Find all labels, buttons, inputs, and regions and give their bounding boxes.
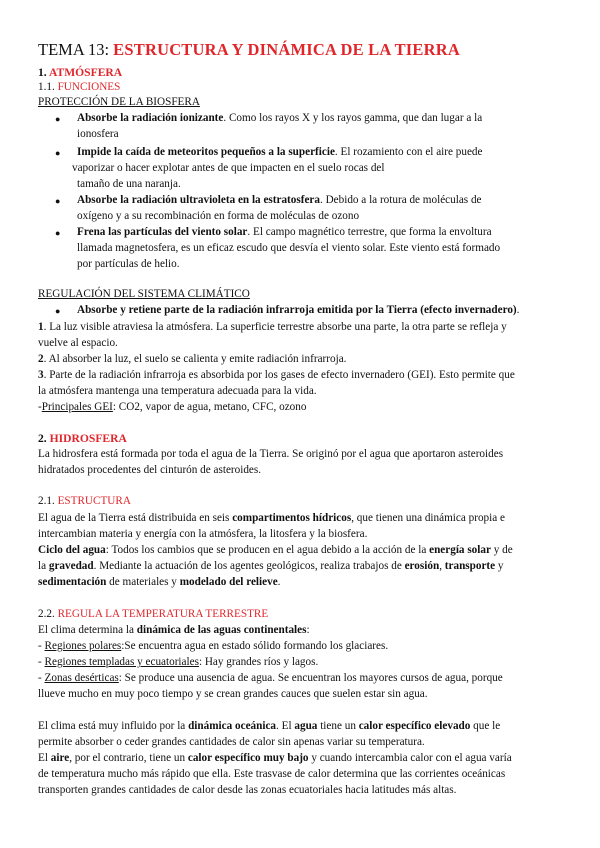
subsection-2-1-name: ESTRUCTURA <box>57 495 131 507</box>
paragraph-2-number: 2 <box>38 353 44 365</box>
bold-run: dinámica de las aguas continentales <box>136 624 307 636</box>
paragraph-2 <box>38 351 588 369</box>
gei-dash: - <box>38 401 42 413</box>
bullet-icon: ● <box>55 114 61 124</box>
bullet-5-bold: Absorbe y retiene parte de la radiación infrarroja emitida por la Tierra (efecto invernadero) <box>77 304 517 316</box>
bullet-2-cont-1: vaporizar o hacer explotar antes de que impacten en el suelo rocas del <box>72 162 385 174</box>
bullet-1 <box>77 110 588 128</box>
text-run: y <box>495 560 504 572</box>
paragraph-1-text: . La luz visible atraviesa la atmósfera. La superficie terrestre absorbe una parte, la otra parte se refleja y <box>43 321 507 333</box>
bullet-2-bold: Impide la caída de meteoritos pequeños a la superficie <box>77 146 335 158</box>
bullet-1-cont: ionosfera <box>77 128 119 140</box>
title-main: ESTRUCTURA Y DINÁMICA DE LA TIERRA <box>113 40 460 59</box>
underlined-run: Zonas desérticas <box>44 672 119 684</box>
text-run: la <box>38 560 49 572</box>
bullet-2-text: . El rozamiento con el aire puede <box>334 146 483 158</box>
bullet-icon: ● <box>55 196 61 206</box>
bold-run: modelado del relieve <box>179 576 278 588</box>
text-run: . <box>277 576 281 588</box>
ocean-line-1 <box>38 718 588 736</box>
bullet-3 <box>77 192 588 210</box>
structure-line-5 <box>38 574 588 592</box>
text-run: El clima determina la <box>38 624 137 636</box>
structure-line-2: intercambian materia y energía con la atmósfera, la litosfera y la biosfera. <box>38 528 368 540</box>
subsection-2-2-name: REGULA LA TEMPERATURA TERRESTRE <box>57 608 269 620</box>
structure-line-3 <box>38 542 588 560</box>
text-run: de materiales y <box>106 576 180 588</box>
text-run: El agua de la Tierra está distribuida en seis <box>38 512 233 524</box>
text-run: El <box>38 752 51 764</box>
bullet-icon: ● <box>55 148 61 158</box>
bullet-3-cont: oxígeno y a su recombinación en forma de moléculas de ozono <box>77 210 360 222</box>
section-2-heading <box>38 430 588 448</box>
polar-regions-line <box>38 638 588 656</box>
bold-run: Ciclo del agua <box>38 544 106 556</box>
text-run: , por el contrario, tiene un <box>69 752 188 764</box>
gei-text: : CO2, vapor de agua, metano, CFC, ozono <box>112 401 307 413</box>
bold-run: compartimentos hídricos <box>232 512 352 524</box>
structure-line-1 <box>38 510 588 528</box>
title-prefix: TEMA 13: <box>38 40 114 59</box>
text-run: : Se produce una ausencia de agua. Se encuentran los mayores cursos de agua, porque <box>118 672 503 684</box>
bullet-4-text: . El campo magnético terrestre, que forma la envoltura <box>247 226 492 238</box>
text-run: . Mediante la actuación de los agentes geológicos, realiza trabajos de <box>93 560 405 572</box>
text-run: , <box>439 560 445 572</box>
ocean-line-5: transporten grandes cantidades de calor desde las zonas ecuatoriales hacia latitudes más altas. <box>38 784 457 796</box>
hydro-intro-2: hidratados procedentes del cinturón de asteroides. <box>38 464 262 476</box>
section-2-number: 2. <box>38 432 50 445</box>
bold-run: calor específico muy bajo <box>187 752 309 764</box>
bullet-icon: ● <box>55 228 61 238</box>
text-run: :Se encuentra agua en estado sólido formando los glaciares. <box>121 640 389 652</box>
ocean-line-3 <box>38 750 588 768</box>
temperature-line-1 <box>38 622 588 640</box>
paragraph-1-cont: vuelve al espacio. <box>38 337 118 349</box>
section-1-name: ATMÓSFERA <box>48 66 123 79</box>
bold-run: aire <box>50 752 70 764</box>
subsection-2-2-heading <box>38 606 588 624</box>
bold-run: transporte <box>444 560 496 572</box>
text-run: : Hay grandes ríos y lagos. <box>198 656 319 668</box>
bullet-5-text: . <box>516 304 520 316</box>
structure-line-4 <box>38 558 588 576</box>
section-1-number: 1. <box>38 66 49 79</box>
text-run: . El <box>276 720 295 732</box>
bullet-3-bold: Absorbe la radiación ultravioleta en la estratosfera <box>77 194 320 206</box>
bullet-4 <box>77 224 588 242</box>
page-title <box>38 40 588 60</box>
paragraph-3-cont: la atmósfera mantenga una temperatura adecuada para la vida. <box>38 385 317 397</box>
subsection-2-1-number: 2.1. <box>38 495 58 507</box>
gei-label: Principales GEI <box>41 401 113 413</box>
bullet-3-text: . Debido a la rotura de moléculas de <box>319 194 482 206</box>
paragraph-1-number: 1 <box>38 321 44 333</box>
subsection-2-1-heading <box>38 493 588 511</box>
hydro-intro-1: La hidrosfera está formada por toda el agua de la Tierra. Se originó por el agua que aportaron asteroides <box>38 448 504 460</box>
subsection-1-1-name: FUNCIONES <box>57 81 121 93</box>
subsection-2-2-number: 2.2. <box>38 608 58 620</box>
text-run: : <box>306 624 310 636</box>
text-run: , que tienen una dinámica propia e <box>351 512 505 524</box>
text-run: que le <box>470 720 501 732</box>
paragraph-3 <box>38 367 588 385</box>
climate-heading: REGULACIÓN DEL SISTEMA CLIMÁTICO <box>38 288 250 300</box>
bold-run: gravedad <box>48 560 94 572</box>
paragraph-2-text: . Al absorber la luz, el suelo se calienta y emite radiación infrarroja. <box>43 353 347 365</box>
paragraph-3-number: 3 <box>38 369 44 381</box>
text-run: y cuando intercambia calor con el agua varía <box>308 752 512 764</box>
temperate-regions-line <box>38 654 588 672</box>
paragraph-1 <box>38 319 588 337</box>
text-run: El clima está muy influido por la <box>38 720 189 732</box>
text-run: - <box>38 672 45 684</box>
text-run: tiene un <box>317 720 359 732</box>
paragraph-3-text: . Parte de la radiación infrarroja es absorbida por los gases de efecto invernadero (GEI). Esto permite que <box>43 369 515 381</box>
section-2-name: HIDROSFERA <box>49 432 127 445</box>
ocean-line-4: de temperatura mucho más rápido que ella. Este trasvase de calor determina que las corrientes oceánicas <box>38 768 506 780</box>
text-run: - <box>38 640 45 652</box>
underlined-run: Regiones polares <box>44 640 122 652</box>
bullet-icon: ● <box>55 306 61 316</box>
bullet-2-cont-2: tamaño de una naranja. <box>77 178 181 190</box>
bold-run: calor específico elevado <box>358 720 471 732</box>
ocean-line-2: permite absorber o ceder grandes cantidades de calor sin apenas variar su temperatura. <box>38 736 425 748</box>
text-run: - <box>38 656 45 668</box>
desert-zones-cont: llueve mucho en muy poco tiempo y se crean grandes cauces que suelen estar sin agua. <box>38 688 428 700</box>
bullet-4-cont-1: llamada magnetosfera, es un eficaz escudo que desvía el viento solar. Este viento está formado <box>77 242 501 254</box>
bullet-2 <box>77 144 588 162</box>
bullet-1-bold: Absorbe la radiación ionizante <box>77 112 224 124</box>
gei-line <box>38 399 588 417</box>
bold-run: dinámica oceánica <box>188 720 277 732</box>
bold-run: agua <box>294 720 318 732</box>
desert-zones-line <box>38 670 588 688</box>
bold-run: energía solar <box>429 544 491 556</box>
subsection-1-1-number: 1.1. <box>38 81 58 93</box>
protection-heading: PROTECCIÓN DE LA BIOSFERA <box>38 96 200 108</box>
text-run: : Todos los cambios que se producen en el agua debido a la acción de la <box>105 544 430 556</box>
bullet-5 <box>77 302 588 320</box>
bullet-4-cont-2: por partículas de helio. <box>77 258 180 270</box>
bullet-1-text: . Como los rayos X y los rayos gamma, que dan lugar a la <box>223 112 483 124</box>
bold-run: erosión <box>404 560 440 572</box>
bold-run: sedimentación <box>38 576 107 588</box>
text-run: y de <box>490 544 513 556</box>
bullet-4-bold: Frena las partículas del viento solar <box>77 226 248 238</box>
underlined-run: Regiones templadas y ecuatoriales <box>44 656 199 668</box>
